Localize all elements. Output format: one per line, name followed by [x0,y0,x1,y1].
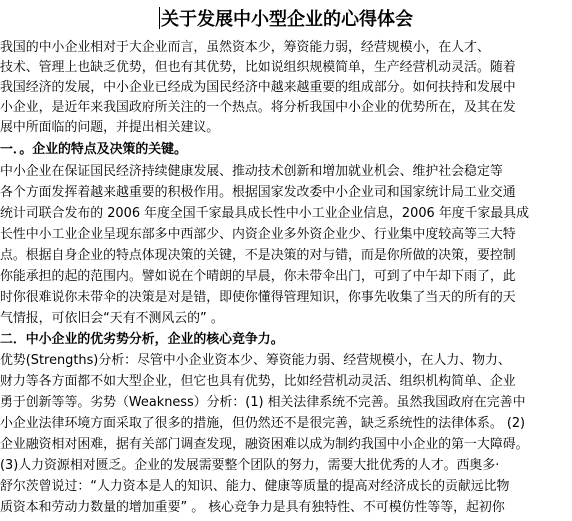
section-heading: 二．中小企业的优劣势分析，企业的核心竞争力。 [0,332,284,347]
section-heading: 一．。企业的特点及决策的关键。 [0,142,187,157]
paragraph-line: 舒尔茨曾说过：“人力资本是人的知识、能力、健康等质量的提高对经济成长的贡献远比物 [0,479,510,494]
paragraph-line: 企业融资相对困难，据有关部门调查发现，融资困难以成为制约我国中小企业的第一大障碍。 [0,437,529,452]
paragraph-line: 我国经济的发展，中小企业已经成为国民经济中越来越重要的组成部分。如何扶持和发展中 [0,80,516,95]
paragraph-line: 我国的中小企业相对于大企业而言，虽然资本少，筹资能力弱，经营规模小，在人才、 [0,40,490,55]
paragraph-line: 优势(Strengths)分析：尽管中小企业资本少、筹资能力弱、经营规模小，在人力、物力、 [0,353,511,368]
paragraph-line: 小企业法律环境方面采取了很多的措施，但仍然还不是很完善，缺乏系统性的法律体系。 (2) [0,416,526,431]
paragraph-line: 勇于创新等等。劣势（Weakness）分析：(1) 相关法律系统不完善。虽然我国政府在完善中 [0,395,526,410]
paragraph-line: 气情报，可依旧会“天有不测风云的” 。 [0,311,224,326]
paragraph-line: 统计司联合发布的 2006 年度全国千家最具成长性中小工业企业信息，2006 年度千家最具成 [0,206,530,221]
paragraph-line: 展中所面临的问题，并提出相关建议。 [0,120,220,135]
title-row [0,5,572,31]
paragraph-line: 各个方面发挥着越来越重要的积极作用。根据国家发改委中小企业司和国家统计局工业交通 [0,185,516,200]
paragraph-line: 技术、管理上也缺乏优势，但也有其优势，比如说组织规模简单，生产经营机动灵活。随着 [0,60,516,75]
paragraph-line: 你能承担的起的范围内。譬如说在个晴朗的早晨，你未带伞出门，可到了中午却下雨了，此 [0,269,516,284]
paragraph-line: 点。根据自身企业的特点体现决策的关键，不是决策的对与错，而是你所做的决策，要控制 [0,248,516,263]
document-title: 关于发展中小型企业的心得体会 [161,9,413,30]
paragraph-line: (3)人力资源相对匮乏。企业的发展需要整个团队的努力，需要大批优秀的人才。西奥多· [0,458,500,473]
paragraph-line: 中小企业在保证国民经济持续健康发展、推动技术创新和增加就业机会、维护社会稳定等 [0,164,503,179]
paragraph-line: 质资本和劳动力数量的增加重要” 。 核心竞争力是具有独特性、不可模仿性等等，起初你 [0,500,505,515]
paragraph-line: 时你很难说你未带伞的决策是对是错，即使你懂得管理知识，你事先收集了当天的所有的天 [0,290,516,305]
paragraph-line: 长性中小工业企业呈现东部多中西部少、内资企业多外资企业少、行业集中度较高等三大特 [0,227,516,242]
paragraph-line: 小企业，是近年来我国政府所关注的一个热点。将分析我国中小企业的优势所在，及其在发 [0,100,516,115]
text-cursor [159,7,160,29]
paragraph-line: 财力等各方面都不如大型企业，但它也具有优势，比如经营机动灵活、组织机构简单、企业 [0,374,516,389]
